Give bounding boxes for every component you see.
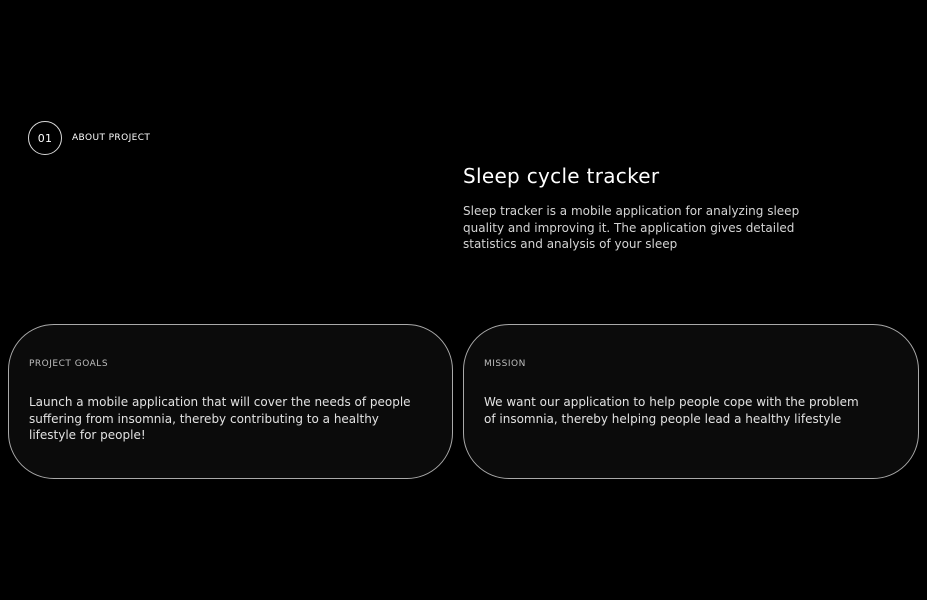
section-tag [28,121,150,155]
section-number-badge: 01 [28,121,62,155]
project-title: Sleep cycle tracker [463,164,660,188]
project-intro [463,163,835,253]
project-goals-text: Launch a mobile application that will cover the needs of people suffering from insomnia, thereby contributing to a healthy lifestyle for people! [29,395,411,442]
project-goals-card [8,324,453,479]
mission-label: MISSION [484,359,526,369]
mission-text: We want our application to help people cope with the problem of insomnia, thereby helping people lead a healthy lifestyle [484,395,859,426]
project-description: Sleep tracker is a mobile application for analyzing sleep quality and improving it. The application gives detailed statistics and analysis of your sleep [463,204,800,251]
project-goals-label: PROJECT GOALS [29,359,109,369]
mission-card [463,324,919,479]
section-label: ABOUT PROJECT [72,133,151,143]
